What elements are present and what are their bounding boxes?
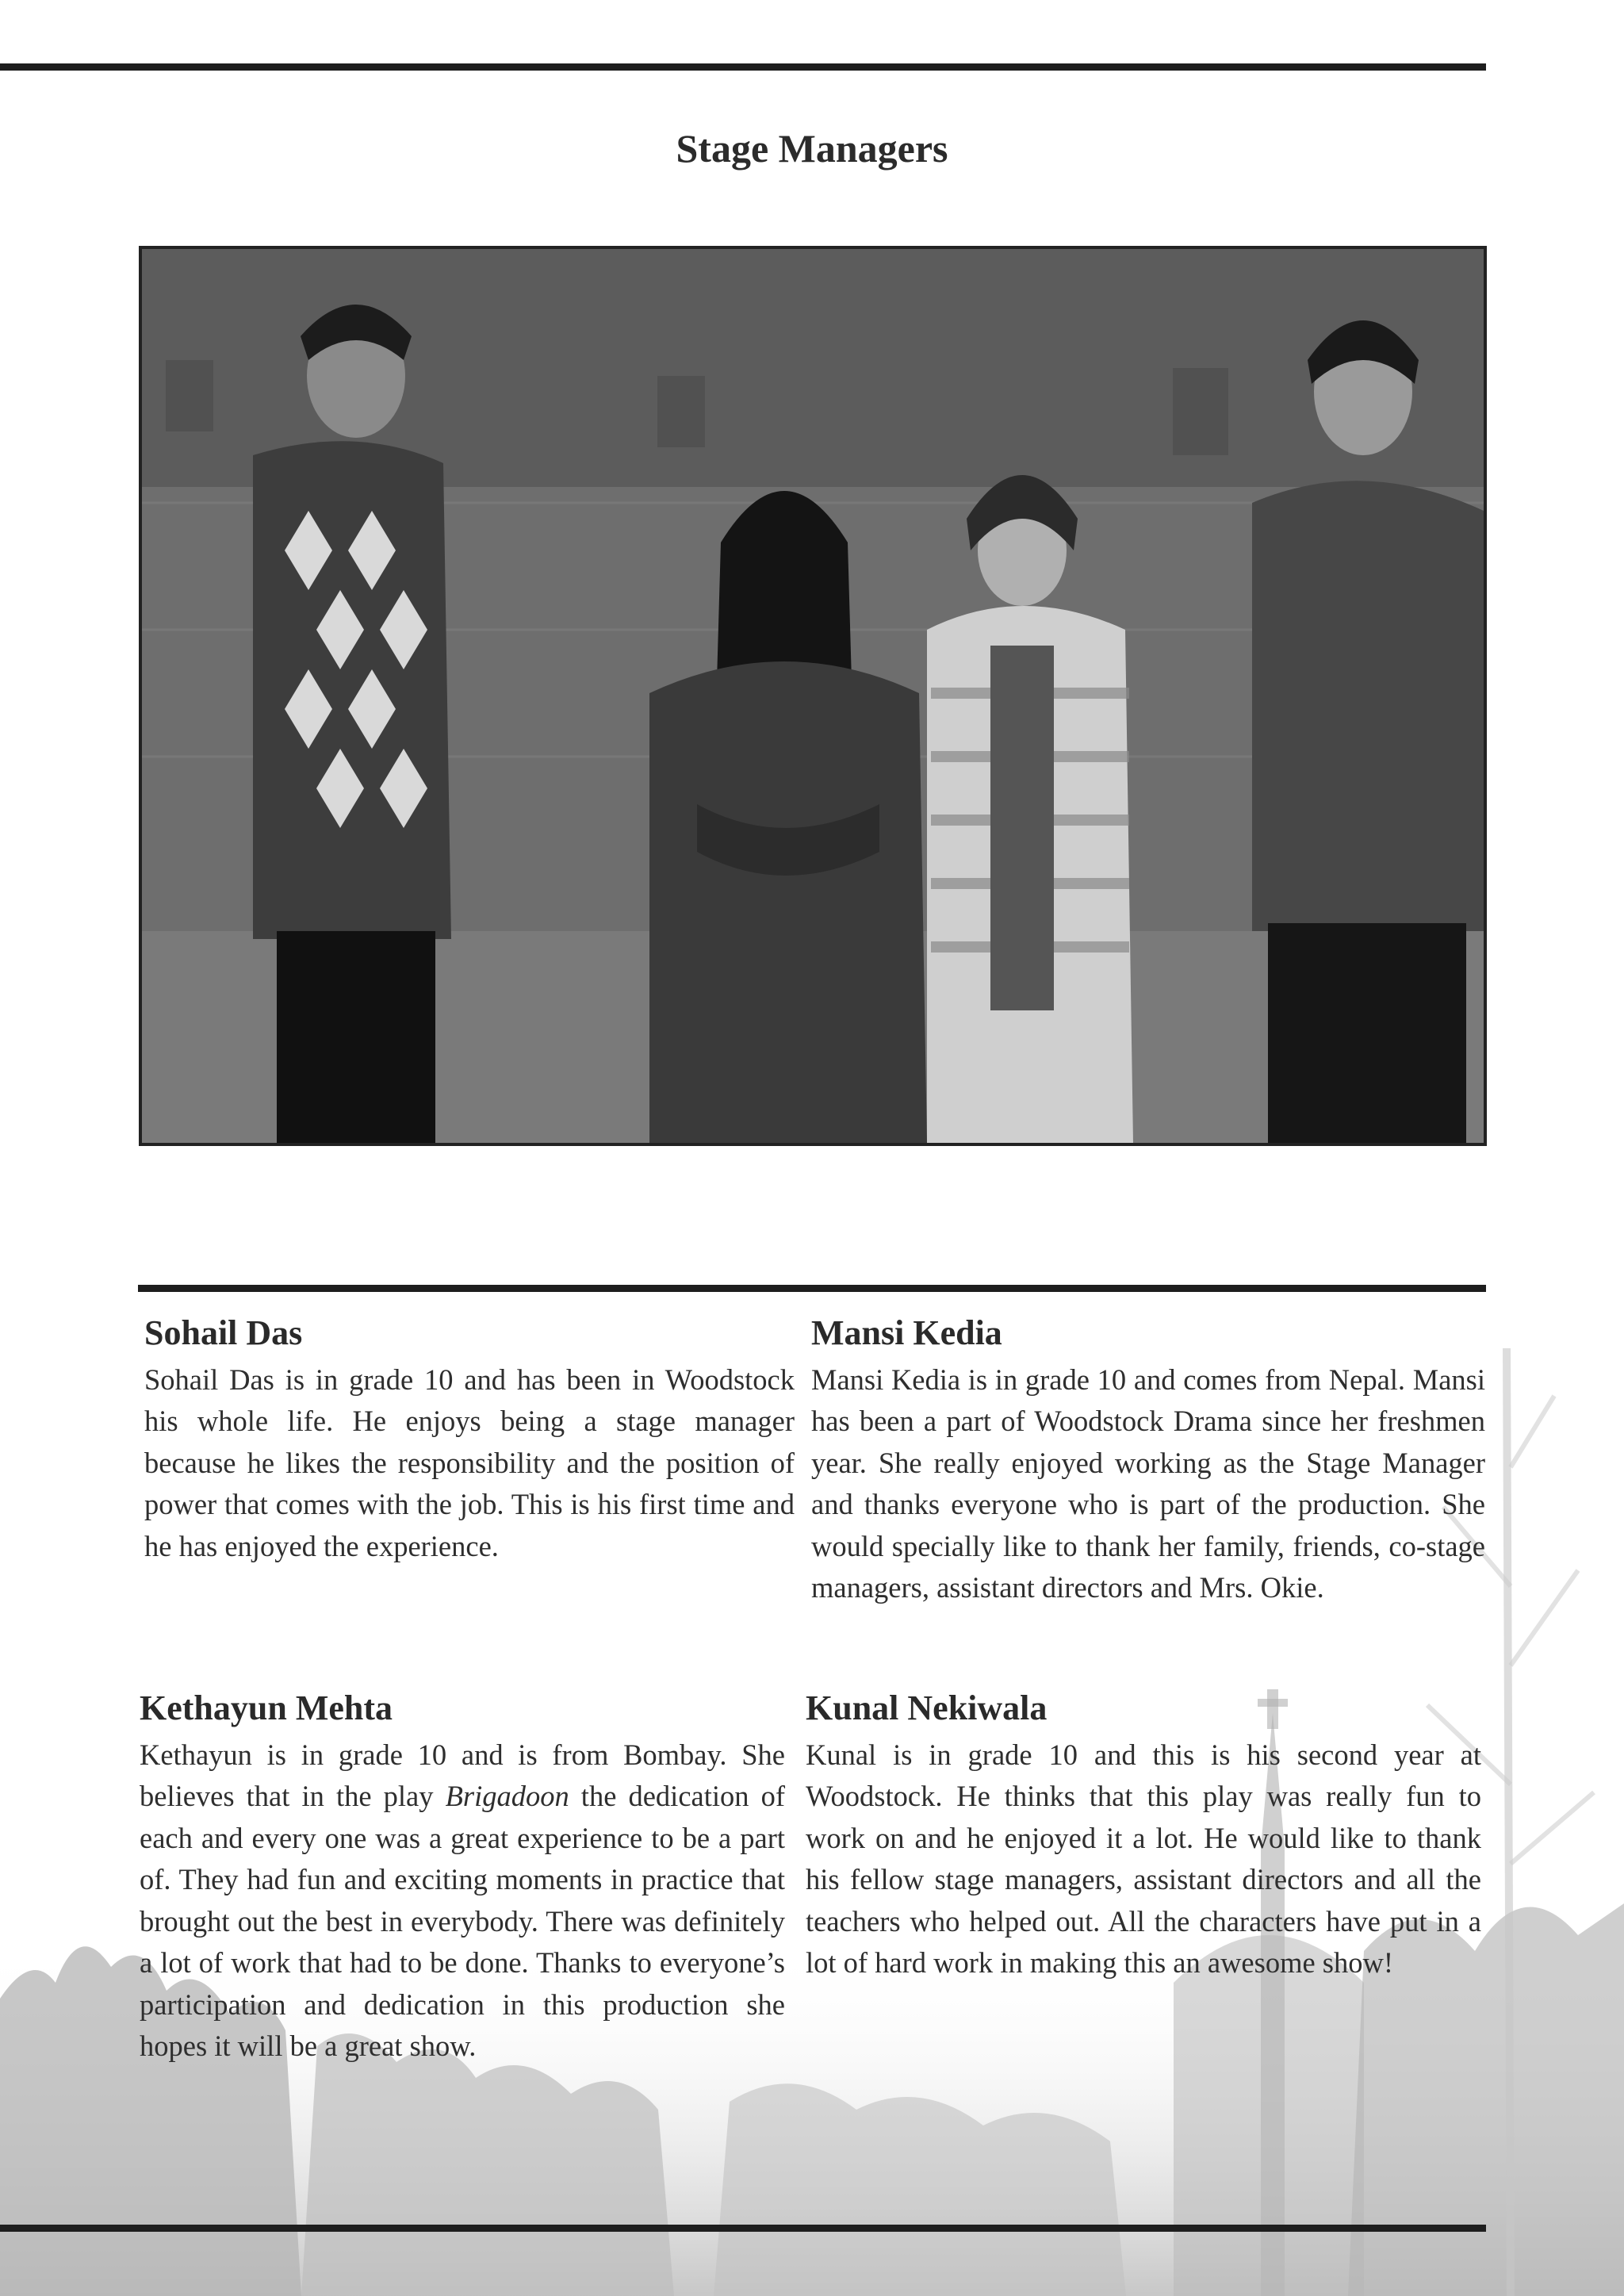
bio-text-before: Kethayun is in grade 10 and is from Bombay. She believes that in the play [140, 1738, 785, 1813]
top-rule [0, 63, 1486, 71]
bio-kunal-nekiwala [806, 1688, 1481, 1984]
section-rule [138, 1285, 1486, 1292]
bottom-rule [0, 2225, 1486, 2232]
bio-name: Mansi Kedia [811, 1313, 1002, 1352]
bio-text: Mansi Kedia is in grade 10 and comes from Nepal. Mansi has been a part of Woodstock Drama since her freshmen year. She really enjoyed working as the Stage Manager and thanks everyone who is part of the production. She would specially like to thank her family, friends, co-stage managers, assistant directors and Mrs. Okie. [811, 1363, 1485, 1604]
bio-sohail-das [144, 1313, 795, 1567]
bio-text: Sohail Das is in grade 10 and has been in Woodstock his whole life. He enjoys being a stage manager because he likes the responsibility and the position of power that comes with the job. This is his first time and he has enjoyed the experience. [144, 1363, 795, 1562]
bio-name: Kethayun Mehta [140, 1688, 393, 1727]
bio-mansi-kedia [811, 1313, 1485, 1609]
page-title: Stage Managers [676, 126, 948, 171]
play-title: Brigadoon [445, 1780, 569, 1813]
bio-text-after: the dedication of each and every one was a great experience to be a part of. They had fun and exciting moments in practice that brought out the best in everybody. There was definitely a lot of work that had to be done. Thanks to everyone’s participation and dedication in this production she hopes it will be a great show. [140, 1780, 785, 2063]
bio-text [140, 1734, 785, 2068]
bio-name: Kunal Nekiwala [806, 1688, 1048, 1727]
bio-kethayun-mehta [140, 1688, 785, 2068]
bio-text: Kunal is in grade 10 and this is his second year at Woodstock. He thinks that this play was really fun to work on and he enjoyed it a lot. He would like to thank his fellow stage managers, assistant directors and all the teachers who helped out. All the characters have put in a lot of hard work in making this an awesome show! [806, 1738, 1481, 1980]
group-photo [139, 246, 1487, 1146]
group-photo-illustration [142, 249, 1484, 1143]
bio-name: Sohail Das [144, 1313, 303, 1352]
